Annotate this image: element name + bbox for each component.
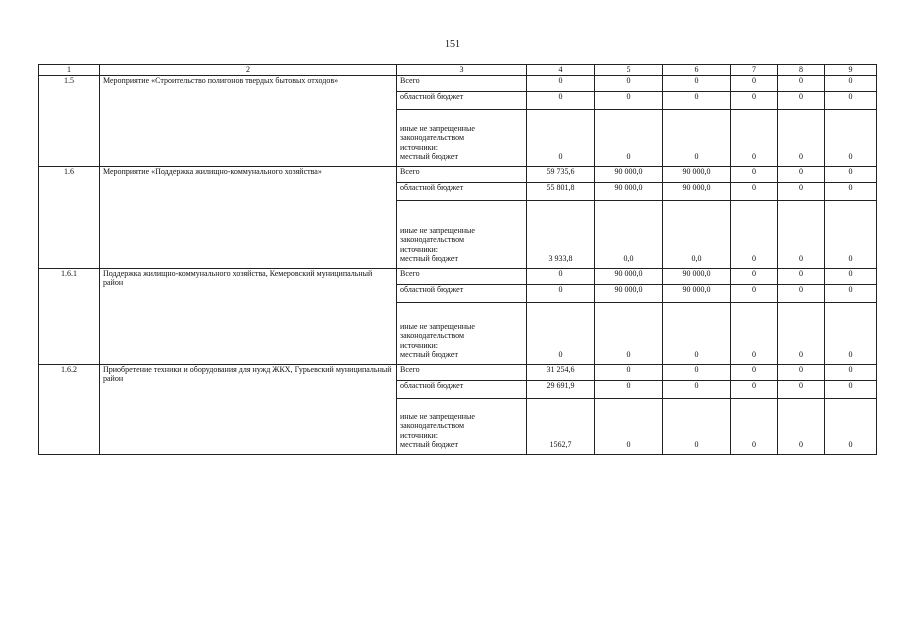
value-cell: 0 xyxy=(731,166,778,182)
value-cell: 0 xyxy=(825,398,877,454)
value-cell: 0 xyxy=(595,302,663,364)
value-cell: 0 xyxy=(825,284,877,302)
source-regional: областной бюджет xyxy=(397,91,527,109)
source-line: местный бюджет xyxy=(400,350,458,359)
source-line: иные не запрещенные xyxy=(400,411,475,421)
value-cell: 0 xyxy=(778,398,825,454)
value-cell: 0 xyxy=(731,268,778,284)
source-line: местный бюджет xyxy=(400,440,458,449)
source-other-local xyxy=(397,109,527,166)
source-total: Всего xyxy=(397,364,527,380)
value-cell: 0 xyxy=(731,200,778,268)
value-cell: 0 xyxy=(731,398,778,454)
value-cell: 0 xyxy=(663,364,731,380)
value-cell: 31 254,6 xyxy=(527,364,595,380)
table-row xyxy=(39,268,877,284)
value-cell: 0 xyxy=(663,380,731,398)
value-cell: 0 xyxy=(595,109,663,166)
header-cell: 6 xyxy=(663,65,731,76)
page-number: 151 xyxy=(445,39,460,50)
source-line: иные не запрещенные xyxy=(400,321,475,331)
value-cell: 0 xyxy=(778,380,825,398)
value-cell: 0 xyxy=(595,91,663,109)
budget-table xyxy=(38,64,877,455)
value-cell: 0 xyxy=(825,166,877,182)
header-cell: 2 xyxy=(100,65,397,76)
value-cell: 90 000,0 xyxy=(595,284,663,302)
source-line: источники: xyxy=(400,430,438,440)
value-cell: 0 xyxy=(778,91,825,109)
row-code: 1.5 xyxy=(39,75,100,166)
value-cell: 0 xyxy=(778,268,825,284)
value-cell: 0 xyxy=(778,364,825,380)
source-line: законодательством xyxy=(400,133,465,142)
header-cell: 1 xyxy=(39,65,100,76)
value-cell: 0 xyxy=(731,75,778,91)
source-line: законодательством xyxy=(400,235,465,244)
row-name: Поддержка жилищно-коммунального хозяйства, Кемеровский муниципальный район xyxy=(100,268,397,364)
header-cell: 4 xyxy=(527,65,595,76)
row-code: 1.6 xyxy=(39,166,100,268)
value-cell: 0 xyxy=(527,75,595,91)
value-cell: 0 xyxy=(778,182,825,200)
row-name: Приобретение техники и оборудования для нужд ЖКХ, Гурьевский муниципальный район xyxy=(100,364,397,454)
value-cell: 0 xyxy=(527,302,595,364)
source-line: законодательством xyxy=(400,331,465,340)
value-cell: 0 xyxy=(825,364,877,380)
value-cell: 0 xyxy=(731,91,778,109)
value-cell: 90 000,0 xyxy=(595,166,663,182)
value-cell: 0 xyxy=(825,268,877,284)
source-line: иные не запрещенные xyxy=(400,123,475,133)
source-other-local xyxy=(397,398,527,454)
header-cell: 9 xyxy=(825,65,877,76)
source-line: местный бюджет xyxy=(400,254,458,263)
value-cell: 90 000,0 xyxy=(663,268,731,284)
value-cell: 90 000,0 xyxy=(663,182,731,200)
source-line: источники: xyxy=(400,142,438,152)
value-cell: 0 xyxy=(778,166,825,182)
row-name: Мероприятие «Строительство полигонов твердых бытовых отходов» xyxy=(100,75,397,166)
value-cell: 3 933,8 xyxy=(527,200,595,268)
value-cell: 0 xyxy=(825,75,877,91)
value-cell: 0 xyxy=(595,380,663,398)
source-regional: областной бюджет xyxy=(397,284,527,302)
value-cell: 0 xyxy=(778,109,825,166)
value-cell: 1562,7 xyxy=(527,398,595,454)
value-cell: 0 xyxy=(731,284,778,302)
value-cell: 0 xyxy=(731,380,778,398)
table-row xyxy=(39,364,877,380)
value-cell: 0 xyxy=(825,380,877,398)
header-cell: 5 xyxy=(595,65,663,76)
row-code: 1.6.2 xyxy=(39,364,100,454)
source-line: иные не запрещенные xyxy=(400,225,475,235)
value-cell: 0 xyxy=(663,109,731,166)
value-cell: 0 xyxy=(825,302,877,364)
value-cell: 0 xyxy=(595,398,663,454)
value-cell: 0 xyxy=(595,364,663,380)
value-cell: 0 xyxy=(825,182,877,200)
source-total: Всего xyxy=(397,75,527,91)
table-row xyxy=(39,75,877,91)
value-cell: 0,0 xyxy=(595,200,663,268)
value-cell: 0 xyxy=(778,75,825,91)
value-cell: 0 xyxy=(731,182,778,200)
value-cell: 0 xyxy=(663,302,731,364)
value-cell: 0 xyxy=(663,398,731,454)
source-line: местный бюджет xyxy=(400,152,458,161)
value-cell: 0 xyxy=(527,284,595,302)
table-body xyxy=(39,65,877,455)
value-cell: 0 xyxy=(731,109,778,166)
source-line: источники: xyxy=(400,244,438,254)
source-regional: областной бюджет xyxy=(397,380,527,398)
header-cell: 8 xyxy=(778,65,825,76)
source-total: Всего xyxy=(397,268,527,284)
header-cell: 7 xyxy=(731,65,778,76)
source-line: законодательством xyxy=(400,421,465,430)
source-other-local xyxy=(397,302,527,364)
value-cell: 0 xyxy=(527,109,595,166)
value-cell: 0 xyxy=(825,91,877,109)
row-code: 1.6.1 xyxy=(39,268,100,364)
source-total: Всего xyxy=(397,166,527,182)
value-cell: 0,0 xyxy=(663,200,731,268)
value-cell: 90 000,0 xyxy=(663,284,731,302)
row-name: Мероприятие «Поддержка жилищно-коммунального хозяйства» xyxy=(100,166,397,268)
value-cell: 0 xyxy=(663,75,731,91)
table-row xyxy=(39,166,877,182)
value-cell: 59 735,6 xyxy=(527,166,595,182)
value-cell: 0 xyxy=(778,302,825,364)
source-regional: областной бюджет xyxy=(397,182,527,200)
value-cell: 0 xyxy=(825,109,877,166)
value-cell: 0 xyxy=(778,200,825,268)
value-cell: 0 xyxy=(825,200,877,268)
value-cell: 0 xyxy=(663,91,731,109)
value-cell: 0 xyxy=(731,302,778,364)
value-cell: 29 691,9 xyxy=(527,380,595,398)
value-cell: 90 000,0 xyxy=(595,268,663,284)
value-cell: 0 xyxy=(731,364,778,380)
header-row xyxy=(39,65,877,76)
source-line: источники: xyxy=(400,340,438,350)
value-cell: 0 xyxy=(527,268,595,284)
value-cell: 55 801,8 xyxy=(527,182,595,200)
header-cell: 3 xyxy=(397,65,527,76)
value-cell: 0 xyxy=(778,284,825,302)
value-cell: 90 000,0 xyxy=(595,182,663,200)
source-other-local xyxy=(397,200,527,268)
value-cell: 0 xyxy=(595,75,663,91)
value-cell: 0 xyxy=(527,91,595,109)
value-cell: 90 000,0 xyxy=(663,166,731,182)
